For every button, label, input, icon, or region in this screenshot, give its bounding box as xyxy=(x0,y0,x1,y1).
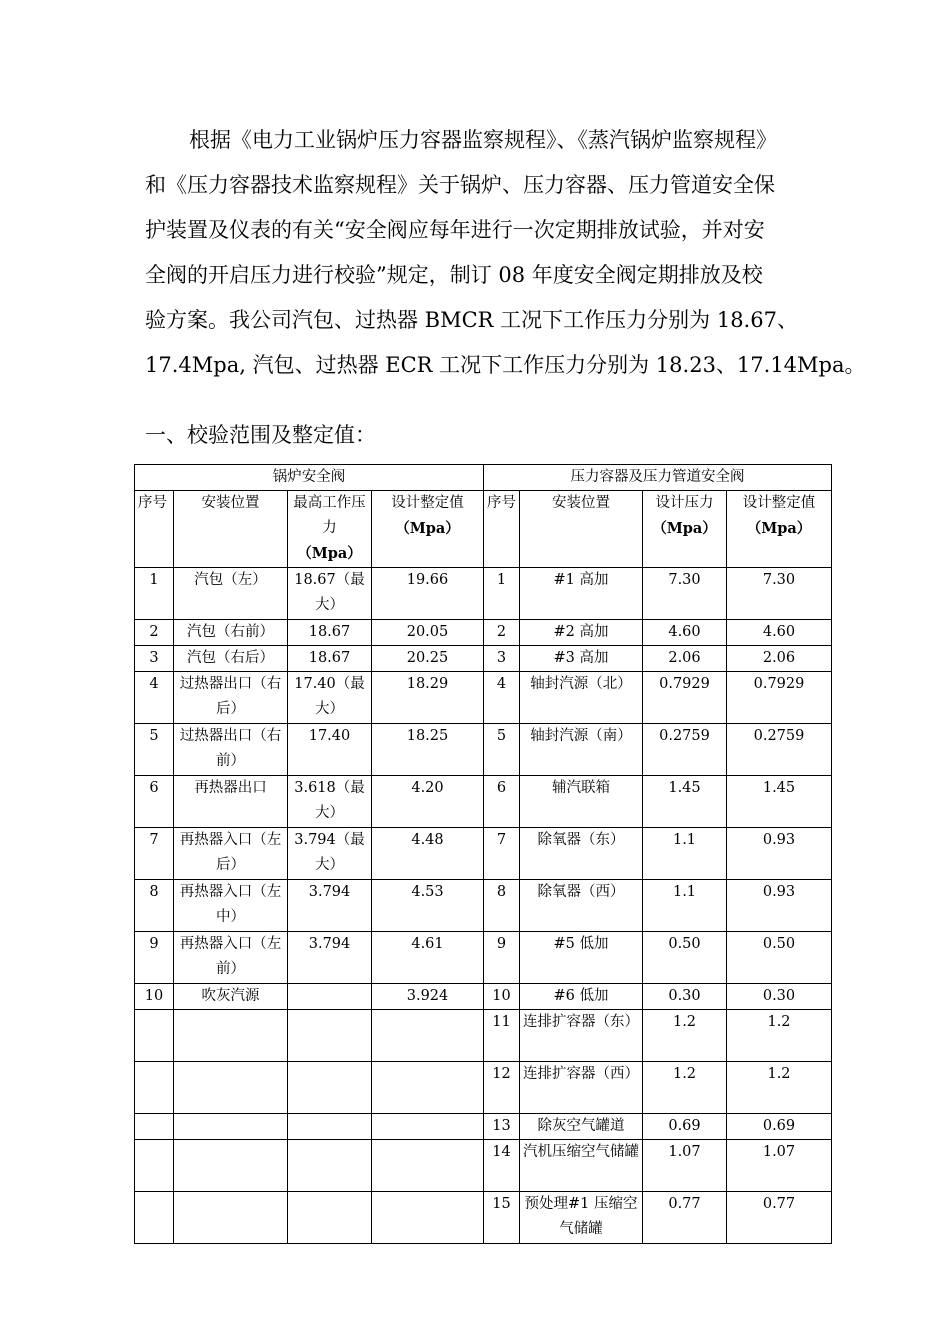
right-design-pressure-cell: 1.07 xyxy=(643,1140,727,1192)
right-location-cell: 除氧器（西） xyxy=(520,880,643,932)
right-location-cell: 连排扩容器（东） xyxy=(520,1010,643,1062)
left-max-pressure-cell: 18.67（最大） xyxy=(288,568,372,620)
header-left-no: 序号 xyxy=(135,491,174,568)
header-left-set-value-label: 设计整定值 xyxy=(391,495,464,511)
right-no-cell: 9 xyxy=(484,932,520,984)
table-column-header-row xyxy=(135,491,832,568)
header-left-set-value-unit: （Mpa） xyxy=(395,520,460,537)
left-set-value-cell: 4.20 xyxy=(372,776,484,828)
table-body xyxy=(135,568,832,1244)
left-max-pressure-cell xyxy=(288,1062,372,1114)
right-no-cell: 2 xyxy=(484,620,520,646)
left-no-cell: 5 xyxy=(135,724,174,776)
right-no-cell: 3 xyxy=(484,646,520,672)
right-location-cell: 除氧器（东） xyxy=(520,828,643,880)
left-max-pressure-cell: 18.67 xyxy=(288,620,372,646)
right-location-cell: #2 高加 xyxy=(520,620,643,646)
left-no-cell: 7 xyxy=(135,828,174,880)
right-location-cell: #1 高加 xyxy=(520,568,643,620)
right-design-pressure-cell: 0.69 xyxy=(643,1114,727,1140)
header-left-max-pressure xyxy=(288,491,372,568)
table-row xyxy=(135,1192,832,1244)
header-right-design-pressure-label: 设计压力 xyxy=(655,495,714,511)
left-max-pressure-cell xyxy=(288,1114,372,1140)
left-max-pressure-cell: 18.67 xyxy=(288,646,372,672)
table-row xyxy=(135,1062,832,1114)
intro-line: 护装置及仪表的有关“安全阀应每年进行一次定期排放试验，并对安 xyxy=(145,218,765,242)
intro-line: 验方案。我公司汽包、过热器 BMCR 工况下工作压力分别为 18.67、 xyxy=(145,308,798,332)
left-set-value-cell: 18.25 xyxy=(372,724,484,776)
right-set-value-cell: 0.93 xyxy=(727,828,832,880)
right-no-cell: 5 xyxy=(484,724,520,776)
table-row xyxy=(135,568,832,620)
left-set-value-cell xyxy=(372,1062,484,1114)
table-group-header-row xyxy=(135,465,832,491)
left-location-cell: 过热器出口（右前） xyxy=(174,724,288,776)
right-design-pressure-cell: 2.06 xyxy=(643,646,727,672)
left-no-cell xyxy=(135,1140,174,1192)
left-no-cell xyxy=(135,1192,174,1244)
header-right-set-value-label: 设计整定值 xyxy=(742,495,816,511)
intro-line: 17.4Mpa, 汽包、过热器 ECR 工况下工作压力分别为 18.23、17.14Mpa。 xyxy=(145,353,866,377)
right-set-value-cell: 1.2 xyxy=(727,1010,832,1062)
right-location-cell: #3 高加 xyxy=(520,646,643,672)
right-set-value-cell: 0.30 xyxy=(727,984,832,1010)
right-design-pressure-cell: 0.30 xyxy=(643,984,727,1010)
right-set-value-cell: 1.07 xyxy=(727,1140,832,1192)
right-location-cell: 轴封汽源（南） xyxy=(520,724,643,776)
table-row xyxy=(135,620,832,646)
left-set-value-cell: 4.61 xyxy=(372,932,484,984)
group-header-vessel-valves: 压力容器及压力管道安全阀 xyxy=(484,465,832,491)
intro-line: 根据《电力工业锅炉压力容器监察规程》、《蒸汽锅炉监察规程》 xyxy=(189,128,777,152)
left-location-cell: 汽包（左） xyxy=(174,568,288,620)
header-right-design-pressure xyxy=(643,491,727,568)
left-max-pressure-cell: 17.40 xyxy=(288,724,372,776)
left-no-cell xyxy=(135,1114,174,1140)
right-no-cell: 13 xyxy=(484,1114,520,1140)
left-max-pressure-cell: 3.794 xyxy=(288,932,372,984)
table-row xyxy=(135,984,832,1010)
right-location-cell: 连排扩容器（西） xyxy=(520,1062,643,1114)
right-set-value-cell: 1.45 xyxy=(727,776,832,828)
left-location-cell xyxy=(174,1010,288,1062)
left-max-pressure-cell: 3.618（最大） xyxy=(288,776,372,828)
right-location-cell: 预处理#1 压缩空气储罐 xyxy=(520,1192,643,1244)
right-location-cell: 轴封汽源（北） xyxy=(520,672,643,724)
safety-valve-table xyxy=(134,464,832,1244)
right-set-value-cell: 4.60 xyxy=(727,620,832,646)
intro-line: 和《压力容器技术监察规程》关于锅炉、压力容器、压力管道安全保 xyxy=(145,173,775,197)
left-no-cell: 3 xyxy=(135,646,174,672)
right-no-cell: 8 xyxy=(484,880,520,932)
left-set-value-cell xyxy=(372,1192,484,1244)
right-design-pressure-cell: 1.2 xyxy=(643,1062,727,1114)
table-row xyxy=(135,1114,832,1140)
left-location-cell xyxy=(174,1140,288,1192)
right-set-value-cell: 0.77 xyxy=(727,1192,832,1244)
intro-paragraph xyxy=(145,118,866,388)
right-design-pressure-cell: 4.60 xyxy=(643,620,727,646)
header-right-set-value xyxy=(727,491,832,568)
table-row xyxy=(135,1010,832,1062)
right-design-pressure-cell: 0.7929 xyxy=(643,672,727,724)
left-max-pressure-cell xyxy=(288,984,372,1010)
left-no-cell: 1 xyxy=(135,568,174,620)
table-row xyxy=(135,646,832,672)
header-right-location: 安装位置 xyxy=(520,491,643,568)
left-set-value-cell: 4.53 xyxy=(372,880,484,932)
table-row xyxy=(135,1140,832,1192)
right-no-cell: 6 xyxy=(484,776,520,828)
right-set-value-cell: 0.93 xyxy=(727,880,832,932)
left-set-value-cell: 3.924 xyxy=(372,984,484,1010)
left-no-cell xyxy=(135,1062,174,1114)
right-set-value-cell: 0.69 xyxy=(727,1114,832,1140)
header-left-max-pressure-unit: （Mpa） xyxy=(297,545,362,562)
right-no-cell: 4 xyxy=(484,672,520,724)
right-no-cell: 1 xyxy=(484,568,520,620)
header-right-no: 序号 xyxy=(484,491,520,568)
section-heading: 一、校验范围及整定值： xyxy=(145,423,376,447)
right-design-pressure-cell: 7.30 xyxy=(643,568,727,620)
left-set-value-cell xyxy=(372,1010,484,1062)
right-design-pressure-cell: 1.1 xyxy=(643,880,727,932)
right-no-cell: 15 xyxy=(484,1192,520,1244)
right-no-cell: 14 xyxy=(484,1140,520,1192)
left-no-cell: 9 xyxy=(135,932,174,984)
right-design-pressure-cell: 1.2 xyxy=(643,1010,727,1062)
left-location-cell xyxy=(174,1062,288,1114)
right-set-value-cell: 7.30 xyxy=(727,568,832,620)
left-max-pressure-cell xyxy=(288,1010,372,1062)
left-location-cell xyxy=(174,1114,288,1140)
left-location-cell: 再热器出口 xyxy=(174,776,288,828)
left-set-value-cell: 4.48 xyxy=(372,828,484,880)
left-location-cell: 再热器入口（左中） xyxy=(174,880,288,932)
right-no-cell: 12 xyxy=(484,1062,520,1114)
left-location-cell: 过热器出口（右后） xyxy=(174,672,288,724)
table-row xyxy=(135,776,832,828)
left-set-value-cell xyxy=(372,1140,484,1192)
right-location-cell: #6 低加 xyxy=(520,984,643,1010)
table-row xyxy=(135,828,832,880)
header-left-max-pressure-label: 最高工作压力 xyxy=(293,495,366,536)
right-design-pressure-cell: 0.50 xyxy=(643,932,727,984)
left-no-cell: 10 xyxy=(135,984,174,1010)
right-location-cell: 辅汽联箱 xyxy=(520,776,643,828)
left-set-value-cell: 20.25 xyxy=(372,646,484,672)
header-left-location: 安装位置 xyxy=(174,491,288,568)
left-location-cell: 再热器入口（左后） xyxy=(174,828,288,880)
left-max-pressure-cell: 3.794（最大） xyxy=(288,828,372,880)
right-location-cell: 汽机压缩空气储罐 xyxy=(520,1140,643,1192)
right-no-cell: 7 xyxy=(484,828,520,880)
left-location-cell: 吹灰汽源 xyxy=(174,984,288,1010)
right-location-cell: #5 低加 xyxy=(520,932,643,984)
left-max-pressure-cell: 17.40（最大） xyxy=(288,672,372,724)
left-max-pressure-cell xyxy=(288,1192,372,1244)
left-set-value-cell xyxy=(372,1114,484,1140)
header-left-set-value xyxy=(372,491,484,568)
right-location-cell: 除灰空气罐道 xyxy=(520,1114,643,1140)
right-design-pressure-cell: 1.45 xyxy=(643,776,727,828)
right-no-cell: 11 xyxy=(484,1010,520,1062)
left-location-cell: 汽包（右后） xyxy=(174,646,288,672)
header-right-set-value-unit: （Mpa） xyxy=(746,520,812,537)
left-no-cell: 6 xyxy=(135,776,174,828)
right-set-value-cell: 1.2 xyxy=(727,1062,832,1114)
left-max-pressure-cell xyxy=(288,1140,372,1192)
table-row xyxy=(135,724,832,776)
left-set-value-cell: 19.66 xyxy=(372,568,484,620)
left-set-value-cell: 18.29 xyxy=(372,672,484,724)
left-location-cell xyxy=(174,1192,288,1244)
left-max-pressure-cell: 3.794 xyxy=(288,880,372,932)
left-location-cell: 汽包（右前） xyxy=(174,620,288,646)
right-set-value-cell: 0.50 xyxy=(727,932,832,984)
left-set-value-cell: 20.05 xyxy=(372,620,484,646)
left-no-cell: 4 xyxy=(135,672,174,724)
left-location-cell: 再热器入口（左前） xyxy=(174,932,288,984)
table-row xyxy=(135,932,832,984)
right-set-value-cell: 0.7929 xyxy=(727,672,832,724)
left-no-cell xyxy=(135,1010,174,1062)
right-design-pressure-cell: 0.77 xyxy=(643,1192,727,1244)
group-header-boiler-valves: 锅炉安全阀 xyxy=(135,465,484,491)
right-no-cell: 10 xyxy=(484,984,520,1010)
right-set-value-cell: 0.2759 xyxy=(727,724,832,776)
right-design-pressure-cell: 1.1 xyxy=(643,828,727,880)
right-set-value-cell: 2.06 xyxy=(727,646,832,672)
table-row xyxy=(135,672,832,724)
right-design-pressure-cell: 0.2759 xyxy=(643,724,727,776)
left-no-cell: 2 xyxy=(135,620,174,646)
header-right-design-pressure-unit: （Mpa） xyxy=(652,520,717,537)
left-no-cell: 8 xyxy=(135,880,174,932)
intro-line: 全阀的开启压力进行校验”规定，制订 08 年度安全阀定期排放及校 xyxy=(145,263,763,287)
table-row xyxy=(135,880,832,932)
